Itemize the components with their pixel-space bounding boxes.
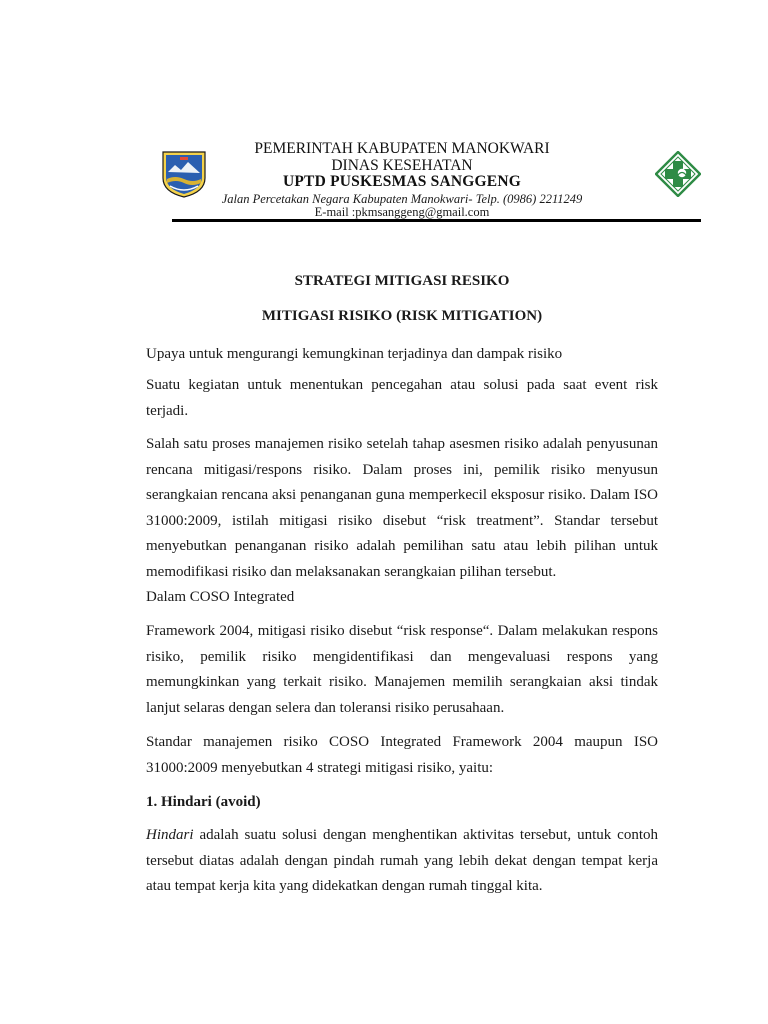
paragraph-strategies: Standar manajemen risiko COSO Integrated Framework 2004 maupun ISO 31000:2009 menyebutkan 4 strategi mitigasi risiko, yaitu: [146, 734, 658, 776]
puskesmas-logo-icon [655, 151, 701, 197]
letterhead [200, 139, 604, 219]
institution-address: Jalan Percetakan Negara Kabupaten Manokwari- Telp. (0986) 2211249 [221, 192, 583, 206]
paragraph-iso [146, 432, 658, 611]
document-subtitle: MITIGASI RISIKO (RISK MITIGATION) [261, 308, 543, 324]
paragraph-avoid [146, 823, 658, 900]
intro-paragraph: Upaya untuk mengurangi kemungkinan terjadinya dan dampak risiko [146, 346, 563, 362]
government-name: PEMERINTAH KABUPATEN MANOKWARI [254, 140, 550, 157]
section-heading-avoid: 1. Hindari (avoid) [146, 794, 261, 810]
department-name: DINAS KESEHATAN [331, 157, 473, 174]
paragraph-iso-body: Salah satu proses manajemen risiko setelah tahap asesmen risiko adalah penyusunan rencana mitigasi/respons risiko. Dalam proses ini, pemilik risiko menyusun serangkaian rencana aksi penanganan guna memperkecil eksposur risiko. Dalam ISO 31000:2009, istilah mitigasi risiko disebut “risk treatment”. Standar tersebut menyebutkan penanganan risiko adalah pemilihan satu atau lebih pilihan untuk memodifikasi risiko dan melaksanakan serangkaian pilihan tersebut. [146, 436, 658, 580]
document-title: STRATEGI MITIGASI RESIKO [294, 273, 510, 289]
institution-name: UPTD PUSKESMAS SANGGENG [283, 173, 521, 190]
paragraph-definition: Suatu kegiatan untuk menentukan pencegahan atau solusi pada saat event risk terjadi. [146, 377, 658, 419]
avoid-term: Hindari [146, 827, 194, 843]
paragraph-iso-tail: Dalam COSO Integrated [146, 589, 295, 605]
paragraph-coso: Framework 2004, mitigasi risiko disebut “risk response“. Dalam melakukan respons risiko, pemilik risiko mengidentifikasi dan mengevaluasi respons yang memungkinkan yang terkait risiko. Manajemen memilih serangkaian aksi tindak lanjut selaras dengan selera dan toleransi risiko perusahaan. [146, 623, 658, 716]
institution-email: E-mail :pkmsanggeng@gmail.com [314, 205, 490, 219]
letterhead-divider [172, 219, 701, 222]
avoid-description: adalah suatu solusi dengan menghentikan aktivitas tersebut, untuk contoh tersebut diatas adalah dengan pindah rumah yang lebih dekat dengan tempat kerja atau tempat kerja kita yang didekatkan dengan rumah tinggal kita. [146, 827, 658, 894]
